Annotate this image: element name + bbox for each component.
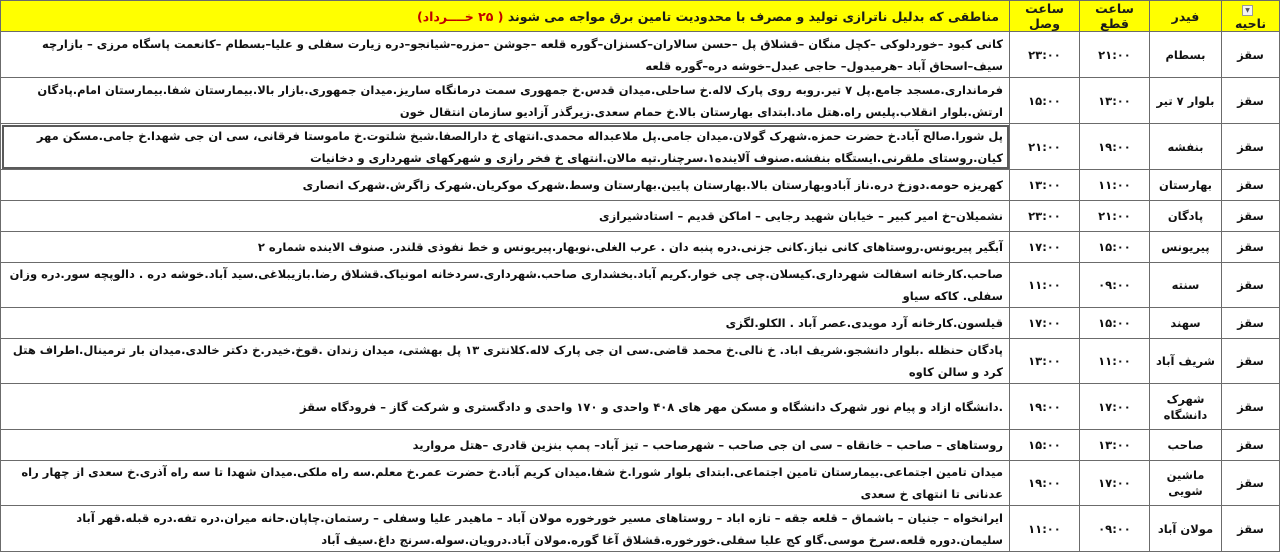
cell-on-time[interactable]: ۱۹:۰۰ [1010, 384, 1080, 430]
cell-region[interactable]: سقز [1222, 232, 1280, 263]
table-row [1, 308, 1280, 339]
cell-on-time[interactable]: ۲۳:۰۰ [1010, 32, 1080, 78]
cell-region[interactable]: سقز [1222, 461, 1280, 506]
cell-areas[interactable]: صاحب.کارخانه اسفالت شهرداری.کیسلان.چی چی خوار.کریم آباد.بخشداری صاحب.شهرداری.سردخانه امونیاک.قشلاق رضا.بازیبلاغی.سید آباد.خوشه دره . دالوپچه سور.دره وزان سفلی. کاکه سیاو [1, 263, 1010, 308]
cell-areas[interactable]: کهریزه حومه.دوزخ دره.ناز آبادوبهارستان بالا.بهارستان پایین.بهارستان وسط.شهرک موکریان.شهرک زاگرش.شهرک انصاری [1, 170, 1010, 201]
table-row [1, 339, 1280, 384]
cell-feeder[interactable]: پادگان [1150, 201, 1222, 232]
column-header-areas-title [1, 1, 1010, 32]
cell-feeder[interactable]: ماشین شویی [1150, 461, 1222, 506]
table-row [1, 506, 1280, 552]
table-title: مناطقی که بدلیل ناترازی تولید و مصرف با محدودیت تامین برق مواجه می شوند [507, 8, 999, 24]
column-header-region[interactable]: ▼ناحیه [1222, 1, 1280, 32]
cell-on-time[interactable]: ۱۷:۰۰ [1010, 232, 1080, 263]
cell-off-time[interactable]: ۱۳:۰۰ [1080, 430, 1150, 461]
cell-on-time[interactable]: ۲۳:۰۰ [1010, 201, 1080, 232]
header-row [1, 1, 1280, 32]
cell-on-time[interactable]: ۱۷:۰۰ [1010, 308, 1080, 339]
cell-on-time[interactable]: ۱۹:۰۰ [1010, 461, 1080, 506]
filter-dropdown-icon[interactable]: ▼ [1242, 5, 1253, 16]
cell-feeder[interactable]: شریف آباد [1150, 339, 1222, 384]
cell-off-time[interactable]: ۰۹:۰۰ [1080, 506, 1150, 552]
table-row [1, 170, 1280, 201]
cell-areas[interactable]: روستاهای – صاحب – خانقاه – سی ان جی صاحب – شهرصاحب – تیز آباد– پمپ بنزین قادری –هتل مروارید [1, 430, 1010, 461]
cell-feeder[interactable]: پیریونس [1150, 232, 1222, 263]
cell-on-time[interactable]: ۱۳:۰۰ [1010, 170, 1080, 201]
cell-off-time[interactable]: ۲۱:۰۰ [1080, 32, 1150, 78]
cell-off-time[interactable]: ۲۱:۰۰ [1080, 201, 1150, 232]
cell-feeder[interactable]: بنفشه [1150, 124, 1222, 170]
title-date: ( ۲۵ خــــرداد) [417, 8, 504, 24]
cell-off-time[interactable]: ۱۷:۰۰ [1080, 461, 1150, 506]
cell-region[interactable]: سقز [1222, 124, 1280, 170]
cell-areas-selected[interactable]: پل شورا.صالح آباد.خ حضرت حمزه.شهرک گولان.میدان جامی.پل ملاعبداله محمدی.انتهای خ دارالصفا.شیخ شلتوت.خ ماموستا فرقانی، سی ان جی شهدا.خ جامی.مسکن مهر کیان.روستای ملقرنی.ایستگاه بنفشه.صنوف آلاینده۱.سرچنار.تپه مالان.انتهای خ فخر رازی و شهرکهای شهرداری و دخانیات [1, 124, 1010, 170]
table-row [1, 461, 1280, 506]
cell-areas[interactable]: نشمیلان–خ امیر کبیر – خیابان شهید رجایی – اماکن قدیم – استادشیرازی [1, 201, 1010, 232]
cell-areas[interactable]: قیلسون.کارخانه آرد مویدی.عصر آباد . الکلو.لگزی [1, 308, 1010, 339]
cell-feeder[interactable]: بهارستان [1150, 170, 1222, 201]
table-row [1, 263, 1280, 308]
cell-feeder[interactable]: صاحب [1150, 430, 1222, 461]
cell-on-time[interactable]: ۱۱:۰۰ [1010, 263, 1080, 308]
cell-region[interactable]: سقز [1222, 384, 1280, 430]
cell-areas[interactable]: .دانشگاه ازاد و پیام نور شهرک دانشگاه و مسکن مهر های ۴۰۸ واحدی و ۱۷۰ واحدی و دادگستری و شرکت گاز – فرودگاه سقز [1, 384, 1010, 430]
column-header-feeder: فیدر [1150, 1, 1222, 32]
cell-region[interactable]: سقز [1222, 201, 1280, 232]
cell-areas[interactable]: میدان تامین اجتماعی.بیمارستان تامین اجتماعی.ابتدای بلوار شورا.خ شفا.میدان کریم آباد.خ حضرت عمر.خ معلم.سه راه ملکی.میدان شهدا تا سه راه آذری.خ سعدی از چهار راه عدنانی تا انتهای خ سعدی [1, 461, 1010, 506]
cell-on-time[interactable]: ۲۱:۰۰ [1010, 124, 1080, 170]
cell-areas[interactable]: ایرانخواه – جنیان – باشماق – قلعه جقه – تازه اباد – روستاهای مسیر خورخوره مولان آباد – ماهیدر علیا وسفلی – رستمان.چاپان.حانه میران.دره تفه.دره قبله.قهر آباد سلیمان.دوره قلعه.سرخ موسی.گاو کج علیا سفلی.خورخوره.قشلاق آغا گوره.مولان آباد.درویان.سوله.سرنج داغ.سیف آباد [1, 506, 1010, 552]
cell-region[interactable]: سقز [1222, 506, 1280, 552]
cell-feeder[interactable]: بسطام [1150, 32, 1222, 78]
cell-off-time[interactable]: ۰۹:۰۰ [1080, 263, 1150, 308]
cell-areas[interactable]: فرمانداری.مسجد جامع.پل ۷ تیر.روبه روی پارک لاله.خ ساحلی.میدان قدس.خ جمهوری سمت درمانگاه ساریز.میدان جمهوری.بازار بالا.بیمارستان شفا.بیمارستان امام.پادگان ارتش.بلوار انقلاب.پلیس راه.هتل ماد.ابتدای بهارستان بالا.خ حمام سعدی.زیرگذر آزادیو سازمان انتقال خون [1, 78, 1010, 124]
cell-off-time[interactable]: ۱۱:۰۰ [1080, 339, 1150, 384]
cell-off-time[interactable]: ۱۹:۰۰ [1080, 124, 1150, 170]
cell-region[interactable]: سقز [1222, 308, 1280, 339]
table-row-selected [1, 124, 1280, 170]
table-row [1, 232, 1280, 263]
table-row [1, 78, 1280, 124]
table-row [1, 384, 1280, 430]
cell-feeder[interactable]: سنته [1150, 263, 1222, 308]
cell-feeder[interactable]: بلوار ۷ تیر [1150, 78, 1222, 124]
cell-on-time[interactable]: ۱۵:۰۰ [1010, 78, 1080, 124]
cell-on-time[interactable]: ۱۵:۰۰ [1010, 430, 1080, 461]
cell-off-time[interactable]: ۱۱:۰۰ [1080, 170, 1150, 201]
cell-on-time[interactable]: ۱۱:۰۰ [1010, 506, 1080, 552]
cell-feeder[interactable]: مولان آباد [1150, 506, 1222, 552]
cell-off-time[interactable]: ۱۵:۰۰ [1080, 232, 1150, 263]
column-header-off-time: ساعت قطع [1080, 1, 1150, 32]
cell-region[interactable]: سقز [1222, 263, 1280, 308]
cell-region[interactable]: سقز [1222, 430, 1280, 461]
cell-areas[interactable]: آبگیر پیریونس.روستاهای کانی نیاز.کانی جزنی.دره پنبه دان . عرب الغلی.نوبهار.پیریونس و خط نفوذی قلندر. صنوف الاینده شماره ۲ [1, 232, 1010, 263]
cell-region[interactable]: سقز [1222, 339, 1280, 384]
cell-areas[interactable]: کانی کبود –خوردلوکی –کچل منگان –قشلاق پل –حسن سالاران–کسنزان–گوره قلعه –جوشن –مزره–شیانجو–دره زیارت سفلی و علیا–بسطام –کانعمت پاسگاه مرزی – بازارچه سیف–اسحاق آباد –هرمیدول– حاجی عبدل–خوشه دره–گوره قلعه [1, 32, 1010, 78]
cell-feeder[interactable]: سهند [1150, 308, 1222, 339]
cell-region[interactable]: سقز [1222, 78, 1280, 124]
cell-off-time[interactable]: ۱۷:۰۰ [1080, 384, 1150, 430]
cell-off-time[interactable]: ۱۳:۰۰ [1080, 78, 1150, 124]
table-row [1, 201, 1280, 232]
cell-feeder[interactable]: شهرک دانشگاه [1150, 384, 1222, 430]
cell-areas[interactable]: پادگان حنظله .بلوار دانشجو.شریف اباد. خ نالی.خ محمد قاضی.سی ان جی پارک لاله.کلانتری ۱۳ پل بهشتی، میدان زندان .قوخ.خیدر.خ دکتر خالدی.میدان بار ترمینال.اطراف هتل کرد و سالن کاوه [1, 339, 1010, 384]
cell-region[interactable]: سقز [1222, 32, 1280, 78]
column-header-on-time: ساعت وصل [1010, 1, 1080, 32]
cell-off-time[interactable]: ۱۵:۰۰ [1080, 308, 1150, 339]
cell-region[interactable]: سقز [1222, 170, 1280, 201]
table-row [1, 430, 1280, 461]
cell-on-time[interactable]: ۱۳:۰۰ [1010, 339, 1080, 384]
table-row [1, 32, 1280, 78]
